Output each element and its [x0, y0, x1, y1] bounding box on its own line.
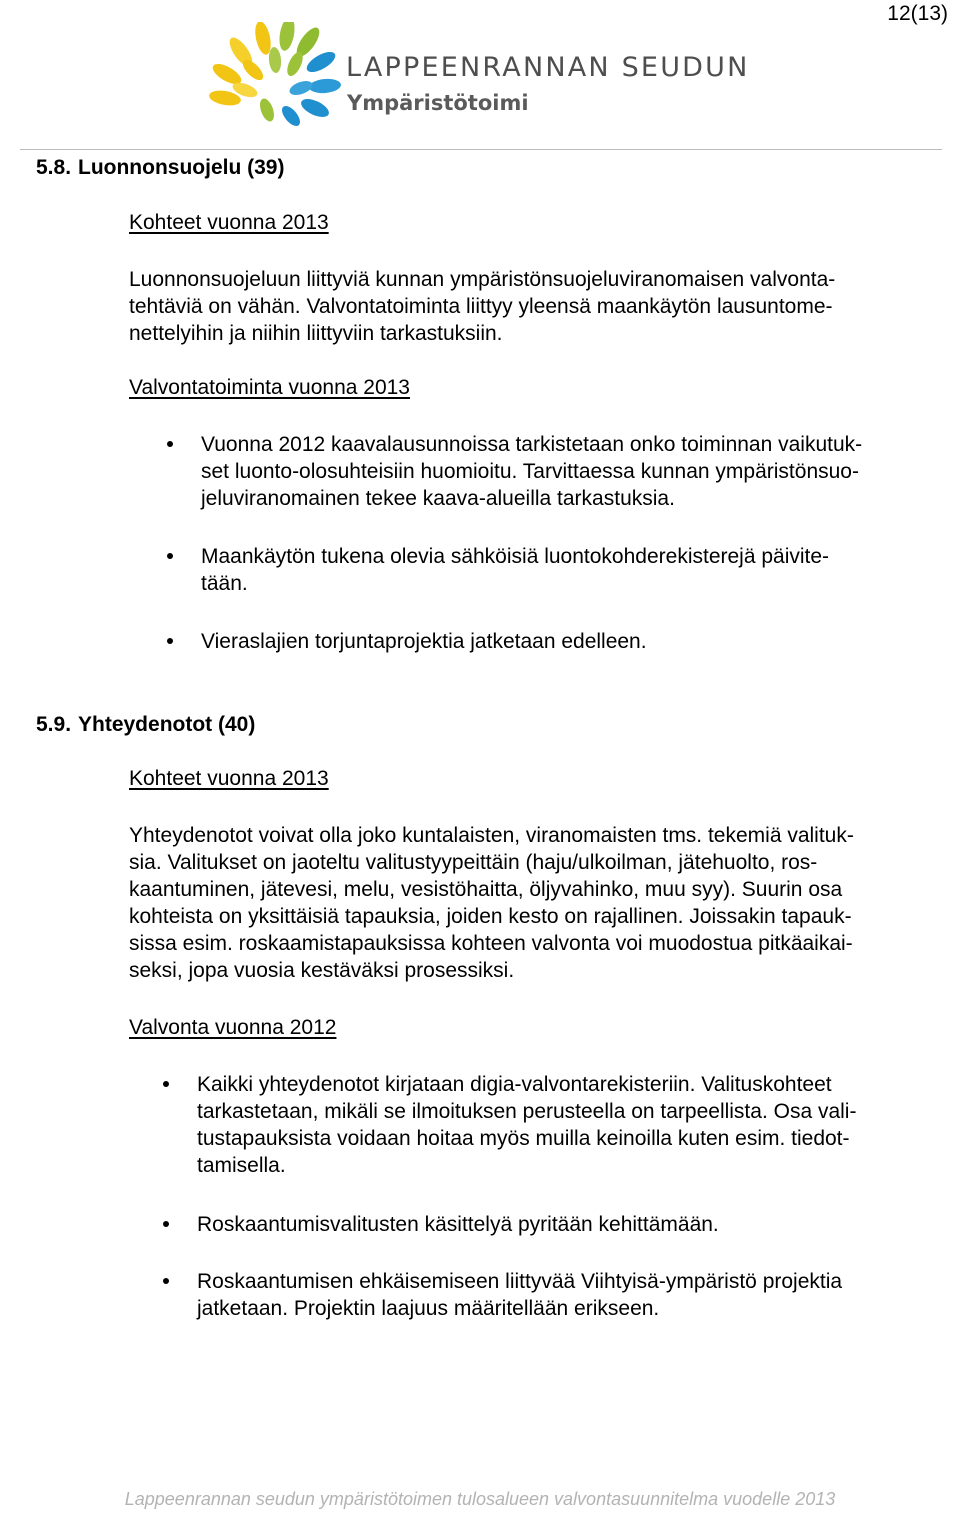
- subheading-supervision-2012: Valvonta vuonna 2012: [129, 1016, 337, 1039]
- list-item-line: tamisella.: [197, 1154, 286, 1177]
- list-item-line: set luonto-olosuhteisiin huomioitu. Tarvittaessa kunnan ympäristönsuo-: [201, 460, 859, 483]
- bullet-icon: [167, 638, 173, 644]
- subheading-targets-2013: Kohteet vuonna 2013: [129, 767, 329, 790]
- section-title: Yhteydenotot (40): [78, 713, 256, 736]
- list-item: [197, 1071, 856, 1179]
- paragraph-line: Luonnonsuojeluun liittyviä kunnan ympäristönsuojeluviranomaisen valvonta-: [129, 268, 836, 291]
- logo-text-department: Ympäristötoimi: [347, 91, 529, 115]
- list-item-line: Roskaantumisen ehkäisemiseen liittyvää Viihtyisä-ympäristö projektia: [197, 1270, 843, 1293]
- list-item: [197, 1268, 842, 1322]
- list-item-line: Roskaantumisvalitusten käsittelyä pyritään kehittämään.: [197, 1213, 719, 1236]
- paragraph-line: kohteista on yksittäisiä tapauksia, joiden kesto on rajallinen. Joissakin tapauk-: [129, 905, 852, 928]
- paragraph-contacts: [129, 822, 854, 984]
- list-item: [201, 543, 829, 597]
- paragraph-line: sia. Valitukset on jaoteltu valitustyypeittäin (haju/ulkoilman, jätehuolto, ros-: [129, 851, 818, 874]
- bullet-icon: [163, 1221, 169, 1227]
- section-number: 5.8.: [36, 156, 72, 179]
- list-item: [197, 1211, 719, 1238]
- bullet-icon: [163, 1278, 169, 1284]
- section-heading-5-9: [36, 713, 255, 737]
- bullet-icon: [163, 1081, 169, 1087]
- section-heading-5-8: [36, 156, 284, 180]
- list-item-line: tarkastetaan, mikäli se ilmoituksen perusteella on tarpeellista. Osa vali-: [197, 1100, 857, 1123]
- header-divider: [20, 149, 942, 150]
- list-item: [201, 431, 862, 512]
- paragraph-line: tehtäviä on vähän. Valvontatoiminta liittyy yleensä maankäytön lausuntome-: [129, 295, 833, 318]
- sun-petals-icon: [208, 22, 342, 129]
- section-title: Luonnonsuojelu (39): [78, 156, 285, 179]
- list-item-line: Kaikki yhteydenotot kirjataan digia-valvontarekisteriin. Valituskohteet: [197, 1073, 832, 1096]
- paragraph-nature-protection: [129, 266, 835, 347]
- paragraph-line: nettelyihin ja niihin liittyviin tarkastuksiin.: [129, 322, 503, 345]
- page-number: 12(13): [887, 2, 948, 25]
- list-item-line: tään.: [201, 572, 248, 595]
- list-item-line: Maankäytön tukena olevia sähköisiä luontokohderekisterejä päivite-: [201, 545, 830, 568]
- paragraph-line: Yhteydenotot voivat olla joko kuntalaisten, viranomaisten tms. tekemiä valituk-: [129, 824, 854, 847]
- list-item: [201, 628, 647, 655]
- bullet-icon: [167, 441, 173, 447]
- page-footer: Lappeenrannan seudun ympäristötoimen tulosalueen valvontasuunnitelma vuodelle 2013: [124, 1489, 836, 1509]
- list-item-line: tustapauksista voidaan hoitaa myös muilla keinoilla kuten esim. tiedot-: [197, 1127, 850, 1150]
- section-number: 5.9.: [36, 713, 72, 736]
- paragraph-line: sissa esim. roskaamistapauksissa kohteen valvonta voi muodostua pitkäaikai-: [129, 932, 853, 955]
- logo-text-organization: LAPPEENRANNAN SEUDUN: [346, 52, 750, 83]
- list-item-line: jatketaan. Projektin laajuus määritellään erikseen.: [197, 1297, 660, 1320]
- paragraph-line: kaantuminen, jätevesi, melu, vesistöhaitta, öljyvahinko, muu syy). Suurin osa: [129, 878, 843, 901]
- list-item-line: Vieraslajien torjuntaprojektia jatketaan edelleen.: [201, 630, 647, 653]
- list-item-line: Vuonna 2012 kaavalausunnoissa tarkistetaan onko toiminnan vaikutuk-: [201, 433, 863, 456]
- subheading-supervision-2013: Valvontatoiminta vuonna 2013: [129, 376, 410, 399]
- list-item-line: jeluviranomainen tekee kaava-alueilla tarkastuksia.: [201, 487, 675, 510]
- bullet-icon: [167, 553, 173, 559]
- paragraph-line: seksi, jopa vuosia kestäväksi prosessiksi.: [129, 959, 515, 982]
- subheading-targets-2013: Kohteet vuonna 2013: [129, 211, 329, 234]
